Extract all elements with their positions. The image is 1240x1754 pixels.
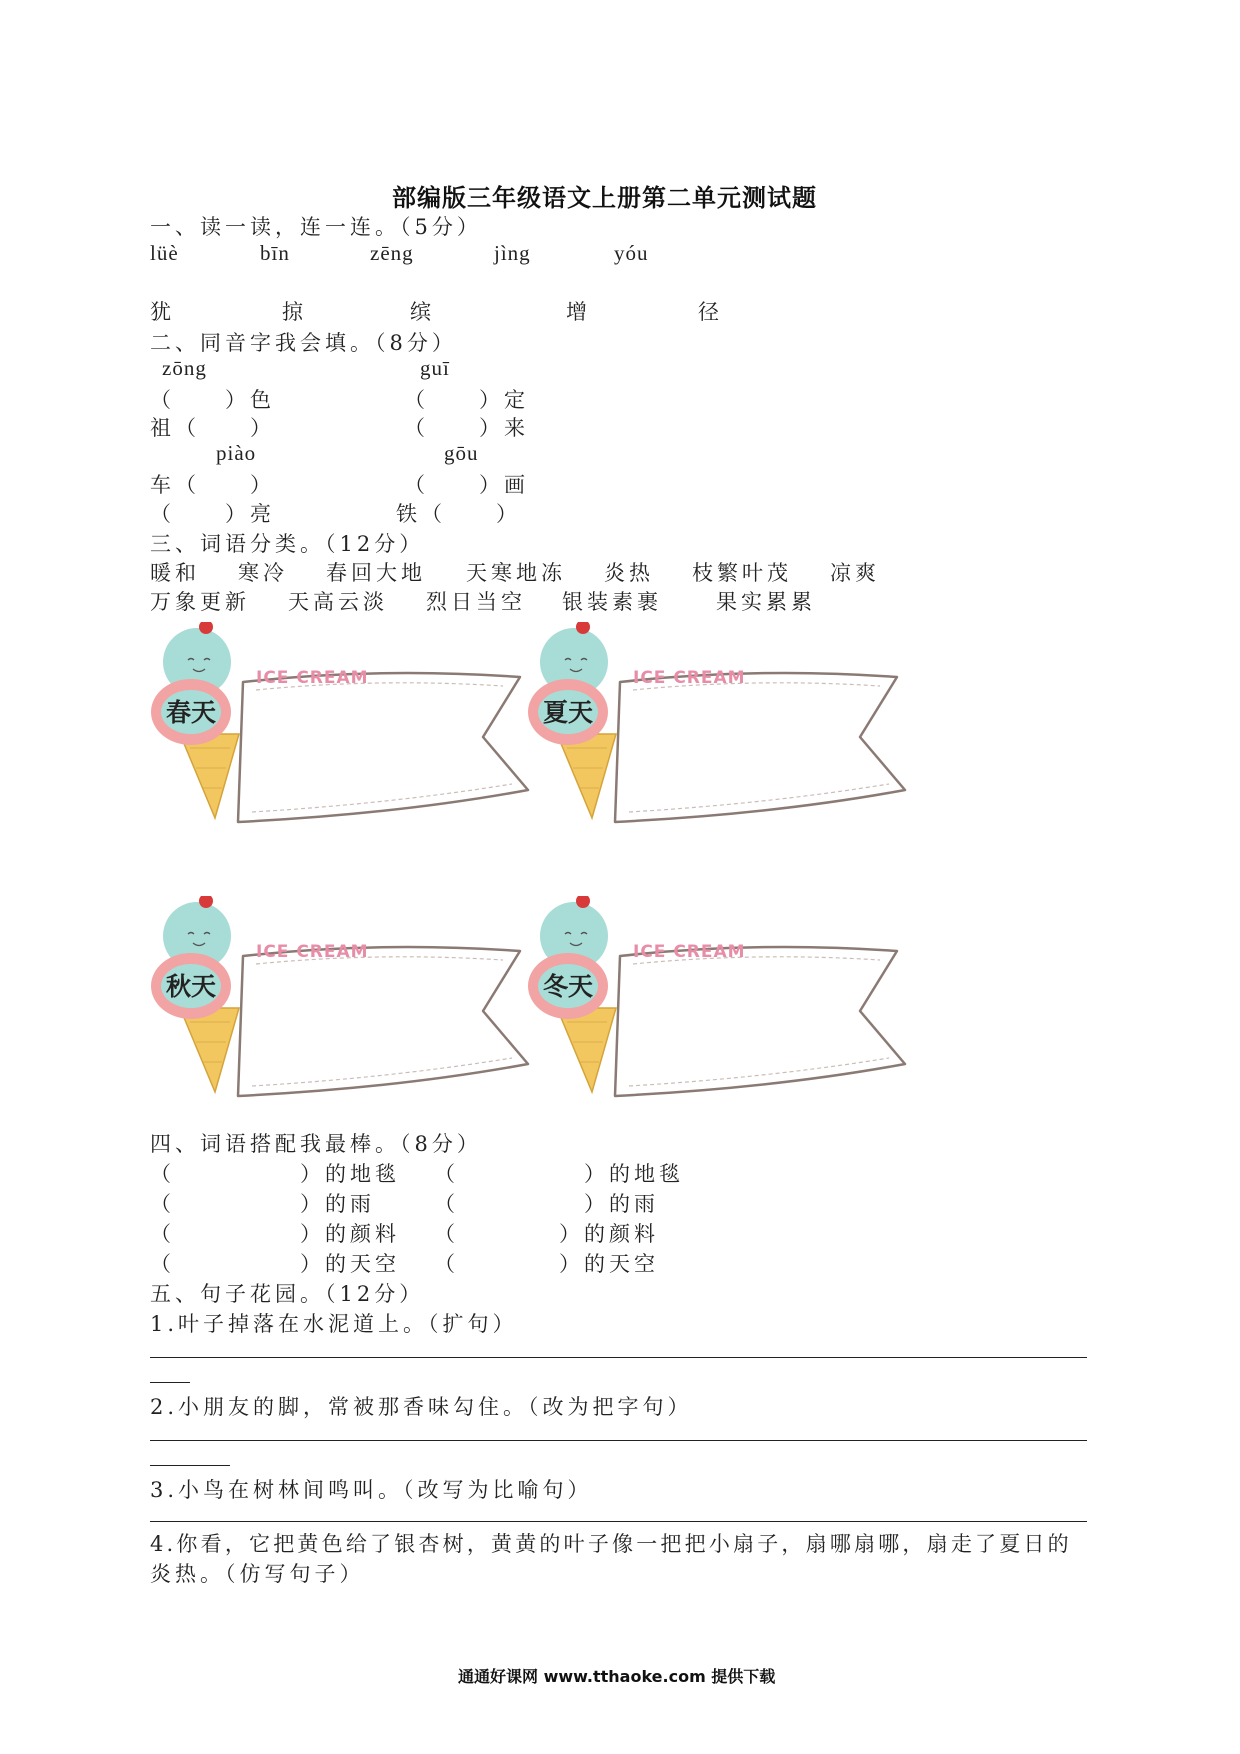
char-you: 犹 — [150, 300, 175, 324]
ice-cream-card-summer — [525, 622, 915, 847]
blank-zong-2[interactable]: 祖（ ） — [150, 416, 275, 440]
word-yanre: 炎热 — [604, 561, 654, 585]
blank-piao-1[interactable]: 车（ ） — [150, 473, 275, 497]
ice-cream-banner-text: ICE CREAM — [256, 668, 369, 688]
pinyin-piao: piào — [216, 441, 257, 465]
blank-yanliao-1[interactable]: （ ）的颜料 — [150, 1222, 400, 1246]
word-chunhuidadi: 春回大地 — [326, 561, 426, 585]
word-yinzhuangsuguo: 银装素裹 — [562, 590, 662, 614]
ice-cream-banner-text: ICE CREAM — [633, 668, 746, 688]
word-wanxianggengxin: 万象更新 — [150, 590, 250, 614]
word-nuanhe: 暖和 — [150, 561, 200, 585]
section1-heading: 一、读一读，连一连。（5分） — [150, 215, 482, 239]
word-zhifanyemao: 枝繁叶茂 — [692, 561, 792, 585]
blank-yanliao-2[interactable]: （ ）的颜料 — [434, 1222, 659, 1246]
blank-gou-2[interactable]: 铁（ ） — [396, 502, 521, 526]
blank-gui-2[interactable]: （ ）来 — [404, 416, 529, 440]
pinyin-zeng: zēng — [370, 241, 414, 265]
word-liangshuang: 凉爽 — [830, 561, 880, 585]
char-jing: 径 — [698, 300, 723, 324]
blank-ditan-1[interactable]: （ ）的地毯 — [150, 1162, 400, 1186]
answer-line-1[interactable] — [150, 1357, 1087, 1358]
blank-tiankong-2[interactable]: （ ）的天空 — [434, 1252, 659, 1276]
section4-heading: 四、词语搭配我最棒。（8分） — [150, 1132, 482, 1156]
section3-heading: 三、词语分类。（12分） — [150, 532, 425, 556]
word-lieridangkong: 烈日当空 — [426, 590, 526, 614]
blank-yu-1[interactable]: （ ）的雨 — [150, 1192, 375, 1216]
ice-cream-card-autumn — [148, 896, 538, 1121]
season-label-spring: 春天 — [165, 698, 217, 727]
answer-line-1-tail — [150, 1382, 190, 1383]
question-4-line1: 4.你看，它把黄色给了银杏树，黄黄的叶子像一把把小扇子，扇哪扇哪，扇走了夏日的 — [150, 1532, 1072, 1556]
blank-zong-1[interactable]: （ ）色 — [150, 388, 275, 412]
section2-heading: 二、同音字我会填。（8分） — [150, 331, 457, 355]
blank-yu-2[interactable]: （ ）的雨 — [434, 1192, 659, 1216]
answer-line-3[interactable] — [150, 1521, 1087, 1522]
word-guoshileilei: 果实累累 — [716, 590, 816, 614]
pinyin-lue: lüè — [150, 241, 179, 265]
season-label-summer: 夏天 — [542, 698, 594, 727]
question-1: 1.叶子掉落在水泥道上。（扩句） — [150, 1312, 518, 1336]
ice-cream-card-spring — [148, 622, 538, 847]
char-lue: 掠 — [282, 300, 307, 324]
season-label-autumn: 秋天 — [165, 972, 217, 1001]
pinyin-bin: bīn — [260, 241, 290, 265]
pinyin-gou: gōu — [444, 441, 479, 465]
season-label-winter: 冬天 — [542, 972, 594, 1001]
word-tiangaoyundan: 天高云淡 — [288, 590, 388, 614]
blank-gui-1[interactable]: （ ）定 — [404, 388, 529, 412]
pinyin-zong: zōng — [162, 356, 207, 380]
blank-tiankong-1[interactable]: （ ）的天空 — [150, 1252, 400, 1276]
char-zeng: 增 — [566, 300, 591, 324]
word-hanleng: 寒冷 — [238, 561, 288, 585]
section5-heading: 五、句子花园。（12分） — [150, 1282, 425, 1306]
question-4-line2: 炎热。（仿写句子） — [150, 1562, 365, 1586]
answer-line-2-tail — [150, 1465, 230, 1466]
blank-gou-1[interactable]: （ ）画 — [404, 473, 529, 497]
question-2: 2.小朋友的脚，常被那香味勾住。（改为把字句） — [150, 1395, 693, 1419]
pinyin-you: yóu — [614, 241, 649, 265]
footer-source: 通通好课网 www.tthaoke.com 提供下载 — [458, 1667, 776, 1686]
answer-line-2[interactable] — [150, 1440, 1087, 1441]
char-bin: 缤 — [410, 300, 435, 324]
word-tianhandidong: 天寒地冻 — [466, 561, 566, 585]
blank-piao-2[interactable]: （ ）亮 — [150, 502, 275, 526]
pinyin-gui: guī — [420, 356, 450, 380]
page-title: 部编版三年级语文上册第二单元测试题 — [392, 184, 817, 212]
ice-cream-card-winter — [525, 896, 915, 1121]
blank-ditan-2[interactable]: （ ）的地毯 — [434, 1162, 684, 1186]
pinyin-jing: jìng — [494, 241, 531, 265]
ice-cream-banner-text: ICE CREAM — [256, 942, 369, 962]
question-3: 3.小鸟在树林间鸣叫。（改写为比喻句） — [150, 1478, 593, 1502]
ice-cream-banner-text: ICE CREAM — [633, 942, 746, 962]
